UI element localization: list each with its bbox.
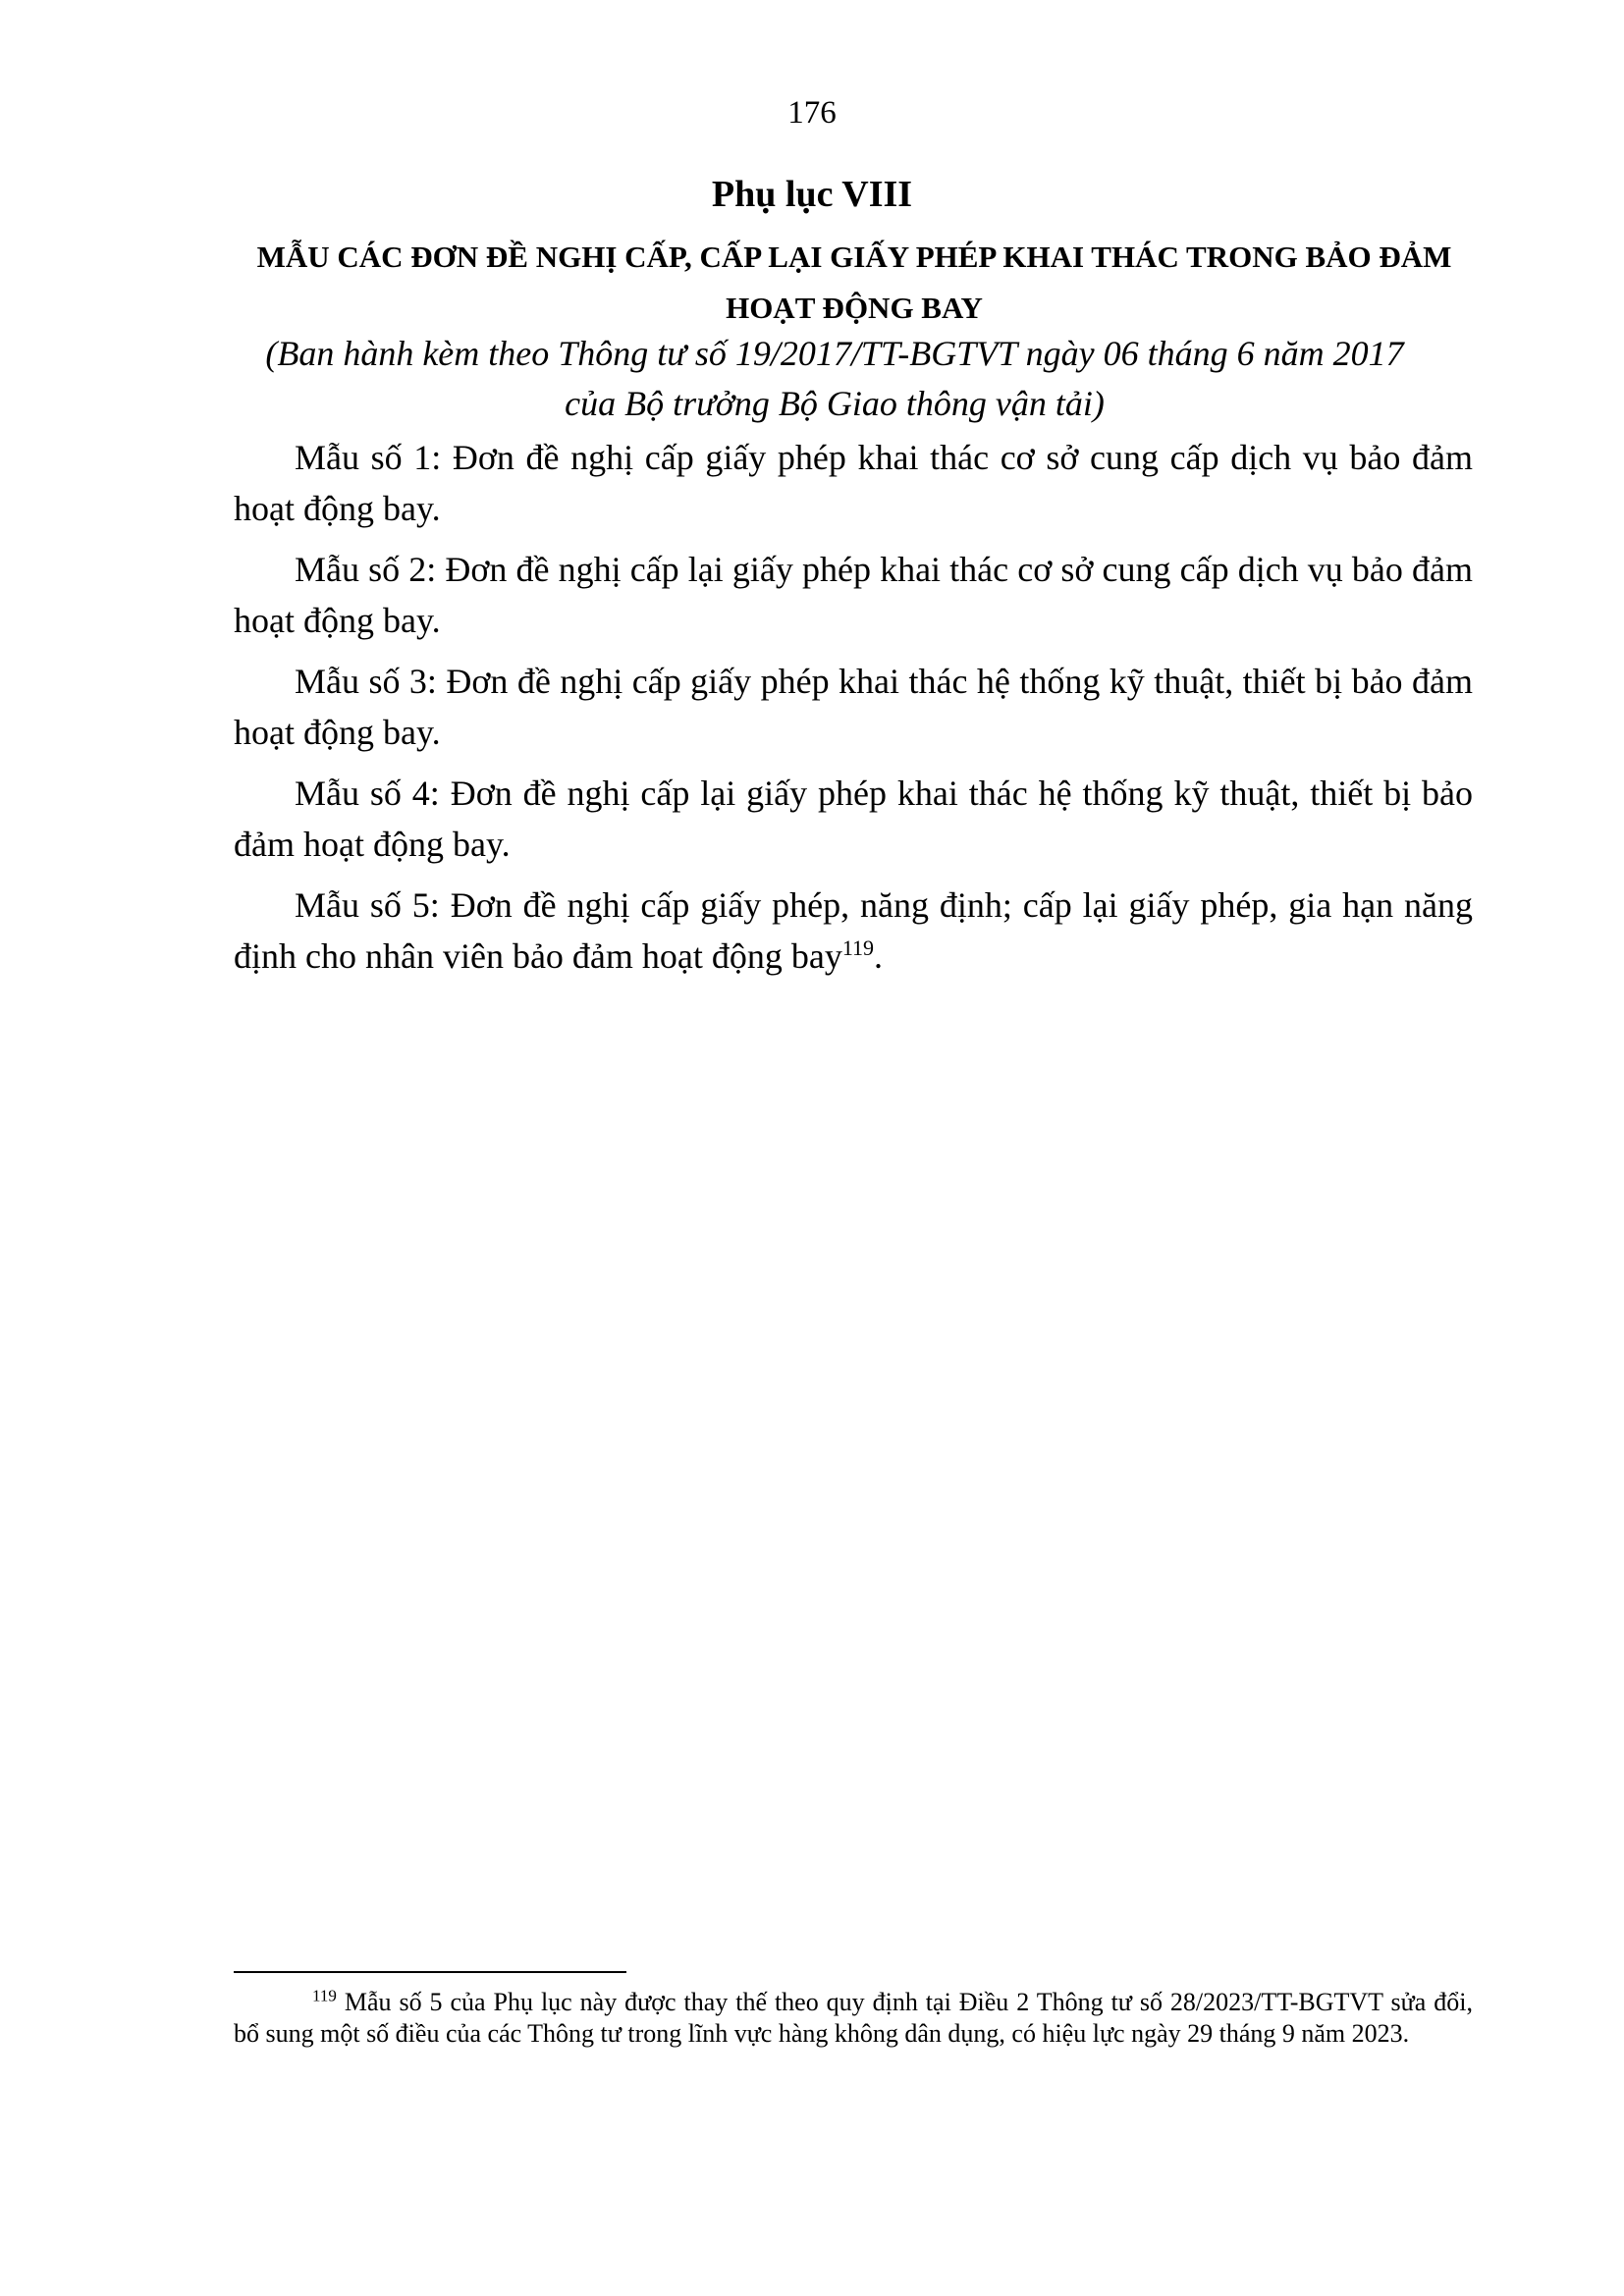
form-item-5-text: Mẫu số 5: Đơn đề nghị cấp giấy phép, năng định; cấp lại giấy phép, gia hạn năng định cho nhân viên bảo đảm hoạt động bay bbox=[234, 885, 1473, 976]
forms-list bbox=[234, 432, 1473, 991]
footnote-reference[interactable]: 119 bbox=[841, 935, 875, 960]
appendix-subtitle: MẪU CÁC ĐƠN ĐỀ NGHỊ CẤP, CẤP LẠI GIẤY PHÉP KHAI THÁC TRONG BẢO ĐẢM HOẠT ĐỘNG BAY bbox=[256, 240, 1452, 325]
footnote bbox=[234, 1987, 1473, 2050]
form-item-4: Mẫu số 4: Đơn đề nghị cấp lại giấy phép khai thác hệ thống kỹ thuật, thiết bị bảo đảm hoạt động bay. bbox=[234, 774, 1473, 864]
issued-note bbox=[196, 329, 1473, 429]
footnote-divider bbox=[234, 1971, 626, 1973]
page-number: 176 bbox=[787, 95, 837, 131]
footnote-text: Mẫu số 5 của Phụ lục này được thay thế theo quy định tại Điều 2 Thông tư số 28/2023/TT-BGTVT sửa đổi, bổ sung một số điều của các Thông tư trong lĩnh vực hàng không dân dụng, có hiệu lực ngày 29 tháng 9 năm 2023. bbox=[234, 1988, 1473, 2048]
form-item-3: Mẫu số 3: Đơn đề nghị cấp giấy phép khai thác hệ thống kỹ thuật, thiết bị bảo đảm hoạt động bay. bbox=[234, 662, 1473, 752]
issued-note-line-2: của Bộ trưởng Bộ Giao thông vận tải) bbox=[565, 384, 1105, 423]
form-item-2: Mẫu số 2: Đơn đề nghị cấp lại giấy phép khai thác cơ sở cung cấp dịch vụ bảo đảm hoạt động bay. bbox=[234, 550, 1473, 640]
form-item-1: Mẫu số 1: Đơn đề nghị cấp giấy phép khai thác cơ sở cung cấp dịch vụ bảo đảm hoạt động bay. bbox=[234, 438, 1473, 528]
issued-note-line-1: (Ban hành kèm theo Thông tư số 19/2017/TT-BGTVT ngày 06 tháng 6 năm 2017 bbox=[265, 334, 1404, 373]
form-item-5-end: . bbox=[874, 936, 884, 976]
form-item-5 bbox=[234, 880, 1473, 982]
footnote-number: 119 bbox=[312, 1986, 337, 2005]
appendix-title: Phụ lục VIII bbox=[711, 174, 913, 215]
